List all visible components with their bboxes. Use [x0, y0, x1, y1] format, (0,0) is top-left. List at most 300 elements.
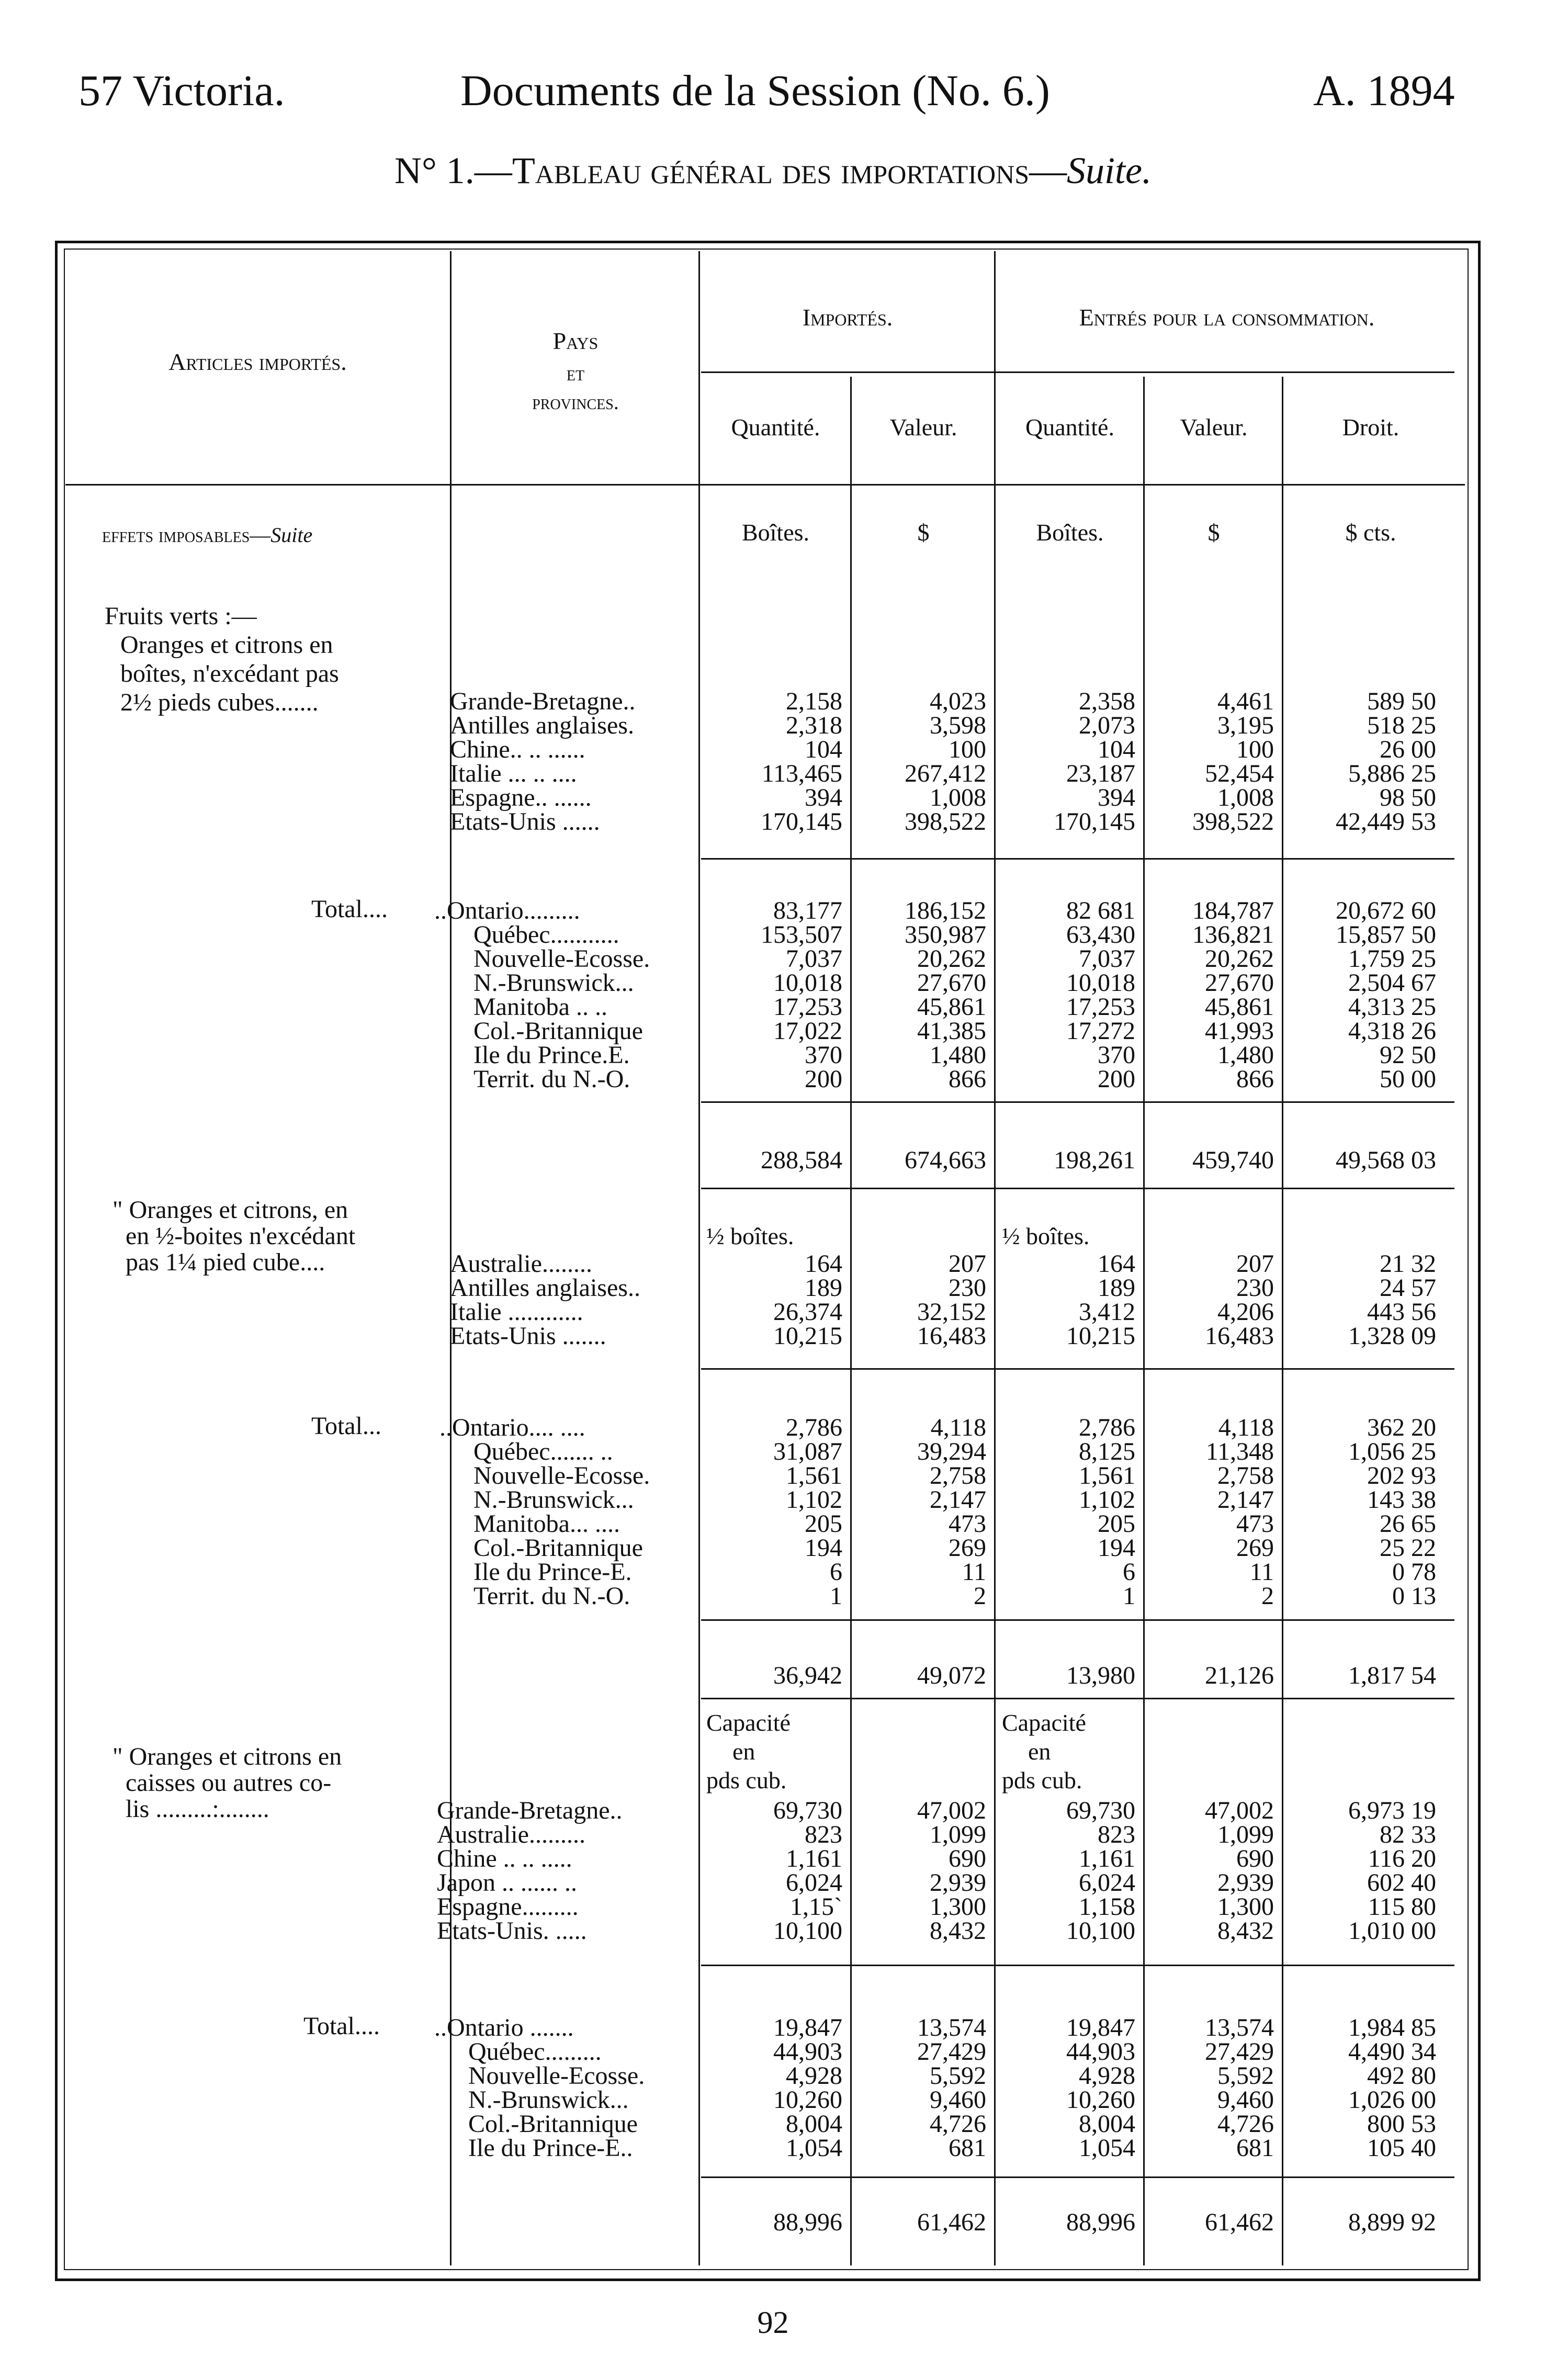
cell: 10,018 — [1066, 969, 1135, 997]
divider-pays — [698, 251, 700, 2265]
cell: 100 — [949, 736, 986, 763]
unit-importes-quantite: Boîtes. — [741, 519, 810, 546]
cell: 63,430 — [1066, 921, 1135, 949]
cell: 350,987 — [905, 921, 986, 949]
effets-imposables-label: effets imposables—Suite — [102, 523, 313, 547]
cell: 1,102 — [786, 1486, 842, 1514]
cell: 1,561 — [1079, 1462, 1135, 1490]
cell: 690 — [949, 1845, 986, 1873]
province: N.-Brunswick... — [468, 2086, 629, 2114]
cell: 2,504 67 — [1348, 969, 1436, 997]
cell: 194 — [805, 1534, 842, 1562]
cell: 26 00 — [1380, 736, 1436, 763]
divider-valeur2 — [1282, 377, 1283, 2265]
cell: 7,037 — [1079, 945, 1135, 973]
cell: 32,152 — [917, 1298, 986, 1326]
cell: 602 40 — [1367, 1869, 1436, 1897]
s2-country: Etats-Unis ....... — [450, 1322, 606, 1350]
cell: 2,318 — [786, 712, 842, 739]
cell: 1,561 — [786, 1462, 842, 1490]
unit-line: en — [1028, 1738, 1051, 1765]
cell: 10,260 — [773, 2086, 842, 2114]
cell: 4,206 — [1217, 1298, 1274, 1326]
cell: 8,432 — [1217, 1917, 1274, 1945]
cell: 370 — [805, 1041, 842, 1069]
s2-line-2: pas 1¼ pied cube.... — [126, 1248, 325, 1276]
cell: 2,073 — [1079, 712, 1135, 739]
s2-line-1: en ½-boites n'excédant — [126, 1222, 356, 1250]
cell: 473 — [949, 1510, 986, 1538]
cell: 6,973 19 — [1348, 1797, 1436, 1824]
cell: 866 — [1236, 1065, 1274, 1093]
total-cell: 88,996 — [773, 2208, 842, 2236]
col-entres: Entrés pour la consommation. — [1079, 304, 1375, 331]
cell: 116 20 — [1368, 1845, 1436, 1873]
total-cell: 61,462 — [1205, 2208, 1274, 2236]
s3-country: Australie......... — [437, 1821, 585, 1848]
cell: 2,786 — [1079, 1414, 1135, 1441]
cell: 5,592 — [1217, 2062, 1274, 2090]
unit-droit: $ cts. — [1345, 519, 1396, 546]
cell: 8,125 — [1079, 1438, 1135, 1465]
cell: 823 — [1098, 1821, 1135, 1848]
cell: 19,847 — [1066, 2014, 1135, 2041]
cell: 267,412 — [905, 760, 986, 787]
cell: 69,730 — [1066, 1797, 1135, 1824]
cell: 17,272 — [1066, 1017, 1135, 1045]
cell: 69,730 — [773, 1797, 842, 1824]
cell: 1,158 — [1079, 1893, 1135, 1921]
s1-line-2: boîtes, n'excédant pas — [120, 660, 339, 687]
cell: 207 — [949, 1250, 986, 1278]
cell: 1,054 — [786, 2134, 842, 2162]
s3-country: Chine .. .. ..... — [437, 1845, 572, 1873]
cell: 230 — [1236, 1274, 1274, 1302]
cell: 136,821 — [1192, 921, 1274, 949]
cell: 205 — [805, 1510, 842, 1538]
cell: 370 — [1098, 1041, 1135, 1069]
province: Manitoba .. .. — [473, 993, 607, 1021]
cell: 170,145 — [761, 808, 842, 836]
cell: 82 681 — [1066, 897, 1135, 924]
cell: 4,726 — [930, 2110, 986, 2138]
s3-country: Espagne......... — [437, 1893, 579, 1921]
cell: 1,010 00 — [1348, 1917, 1436, 1945]
province: Québec......... — [468, 2038, 602, 2066]
cell: 11,348 — [1205, 1438, 1274, 1465]
cell: 113,465 — [761, 760, 842, 787]
total-cell: 459,740 — [1192, 1146, 1274, 1174]
cell: 473 — [1236, 1510, 1274, 1538]
province: Manitoba... .... — [473, 1510, 620, 1538]
cell: 47,002 — [917, 1797, 986, 1824]
cell: 11 — [1249, 1558, 1274, 1586]
cell: 4,118 — [930, 1414, 986, 1441]
divider-quantite2 — [1143, 377, 1145, 2265]
cell: 98 50 — [1380, 784, 1436, 811]
cell: 6,024 — [786, 1869, 842, 1897]
cell: 5,592 — [930, 2062, 986, 2090]
total-cell: 198,261 — [1054, 1146, 1135, 1174]
cell: 27,429 — [1205, 2038, 1274, 2066]
total-cell: 61,462 — [917, 2208, 986, 2236]
cell: 20,262 — [1205, 945, 1274, 973]
col-pays-2: et — [566, 362, 585, 385]
cell: 2,158 — [786, 687, 842, 715]
cell: 492 80 — [1367, 2062, 1436, 2090]
cell: 42,449 53 — [1336, 808, 1436, 836]
unit-line: Capacité — [1002, 1709, 1086, 1736]
cell: 52,454 — [1205, 760, 1274, 787]
cell: 2,786 — [786, 1414, 842, 1441]
col-pays-3: provinces. — [532, 390, 619, 414]
total-cell: 674,663 — [905, 1146, 986, 1174]
s1-country: Chine.. .. ...... — [450, 736, 585, 763]
s1-total-label: Total.... — [311, 895, 388, 923]
s2-rule-2 — [701, 1619, 1454, 1621]
s1-line-0: Fruits verts :— — [105, 602, 257, 630]
cell: 394 — [805, 784, 842, 811]
cell: 20,672 60 — [1336, 897, 1436, 924]
cell: 92 50 — [1380, 1041, 1436, 1069]
s3-rule-2 — [701, 2176, 1454, 2178]
cell: 13,574 — [1205, 2014, 1274, 2041]
cell: 5,886 25 — [1348, 760, 1436, 787]
s1-rule-1 — [701, 858, 1454, 860]
province: Ile du Prince-E. — [473, 1558, 632, 1586]
cell: 9,460 — [1217, 2086, 1274, 2114]
cell: 398,522 — [1192, 808, 1274, 836]
col-valeur: Valeur. — [889, 414, 957, 441]
s2-unit-q: ½ boîtes. — [706, 1223, 794, 1249]
cell: 202 93 — [1367, 1462, 1436, 1490]
s1-country: Italie ... .. .... — [450, 760, 577, 787]
province: ..Ontario......... — [434, 897, 580, 924]
cell: 25 22 — [1380, 1534, 1436, 1562]
cell: 26 65 — [1380, 1510, 1436, 1538]
s1-country: Antilles anglaises. — [450, 712, 634, 739]
cell: 27,429 — [917, 2038, 986, 2066]
cell: 4,118 — [1218, 1414, 1274, 1441]
unit-line: pds cub. — [706, 1767, 787, 1794]
cell: 21 32 — [1380, 1250, 1436, 1278]
cell: 269 — [949, 1534, 986, 1562]
s3-total-label: Total.... — [303, 2012, 380, 2040]
col-pays-1: Pays — [552, 328, 599, 354]
total-cell: 8,899 92 — [1348, 2208, 1436, 2236]
s2-total-label: Total... — [311, 1412, 381, 1440]
cell: 10,215 — [1066, 1322, 1135, 1350]
cell: 2,939 — [930, 1869, 986, 1897]
cell: 4,490 34 — [1348, 2038, 1436, 2066]
total-cell: 49,072 — [917, 1662, 986, 1689]
cell: 41,993 — [1205, 1017, 1274, 1045]
province: Québec........... — [473, 921, 619, 949]
total-cell: 88,996 — [1066, 2208, 1135, 2236]
cell: 0 78 — [1392, 1558, 1436, 1586]
cell: 27,670 — [917, 969, 986, 997]
province: N.-Brunswick... — [473, 969, 634, 997]
cell: 20,262 — [917, 945, 986, 973]
cell: 2,758 — [1217, 1462, 1274, 1490]
cell: 1,102 — [1079, 1486, 1135, 1514]
header-year: A. 1894 — [1313, 66, 1455, 115]
cell: 1,099 — [930, 1821, 986, 1848]
unit-importes-valeur: $ — [917, 519, 930, 546]
s2-country: Antilles anglaises.. — [450, 1274, 640, 1302]
cell: 9,460 — [930, 2086, 986, 2114]
cell: 143 38 — [1367, 1486, 1436, 1514]
cell: 4,461 — [1217, 687, 1274, 715]
province: N.-Brunswick... — [473, 1486, 634, 1514]
page-number: 92 — [757, 2305, 789, 2340]
cell: 10,100 — [773, 1917, 842, 1945]
province: Ile du Prince-E.. — [468, 2134, 633, 2162]
cell: 269 — [1236, 1534, 1274, 1562]
cell: 2,939 — [1217, 1869, 1274, 1897]
cell: 10,260 — [1066, 2086, 1135, 2114]
header-session: 57 Victoria. — [78, 66, 285, 115]
cell: 518 25 — [1367, 712, 1436, 739]
s1-line-1: Oranges et citrons en — [120, 631, 333, 659]
cell: 45,861 — [917, 993, 986, 1021]
cell: 1,300 — [1217, 1893, 1274, 1921]
cell: 19,847 — [773, 2014, 842, 2041]
cell: 443 56 — [1367, 1298, 1436, 1326]
cell: 44,903 — [1066, 2038, 1135, 2066]
total-cell: 36,942 — [773, 1662, 842, 1689]
cell: 1,15ˋ — [790, 1893, 842, 1921]
total-cell: 49,568 03 — [1336, 1146, 1436, 1174]
cell: 8,004 — [1079, 2110, 1135, 2138]
s3-line-2: lis .........:........ — [126, 1795, 269, 1823]
cell: 1,328 09 — [1348, 1322, 1436, 1350]
province: Ile du Prince.E. — [473, 1041, 630, 1069]
col-quantite2: Quantité. — [1025, 414, 1114, 441]
cell: 27,670 — [1205, 969, 1274, 997]
cell: 2,758 — [930, 1462, 986, 1490]
province: ..Ontario ....... — [434, 2014, 574, 2041]
cell: 1,099 — [1217, 1821, 1274, 1848]
col-articles: Articles importés. — [168, 348, 347, 375]
s3-country: Etats-Unis. ..... — [437, 1917, 587, 1945]
unit-entres-valeur: $ — [1208, 519, 1220, 546]
cell: 362 20 — [1367, 1414, 1436, 1441]
cell: 4,928 — [786, 2062, 842, 2090]
cell: 23,187 — [1066, 760, 1135, 787]
cell: 10,018 — [773, 969, 842, 997]
cell: 2,358 — [1079, 687, 1135, 715]
cell: 398,522 — [905, 808, 986, 836]
province: Nouvelle-Ecosse. — [468, 2062, 645, 2090]
cell: 24 57 — [1380, 1274, 1436, 1302]
cell: 205 — [1098, 1510, 1135, 1538]
cell: 207 — [1236, 1250, 1274, 1278]
table-title-number: N° 1.— — [394, 150, 512, 191]
cell: 3,195 — [1217, 712, 1274, 739]
s3-rule-1 — [701, 1965, 1454, 1966]
header-bottom-rule — [65, 484, 1465, 486]
cell: 44,903 — [773, 2038, 842, 2066]
cell: 1,759 25 — [1348, 945, 1436, 973]
unit-line: Capacité — [706, 1709, 791, 1736]
cell: 394 — [1098, 784, 1135, 811]
cell: 100 — [1236, 736, 1274, 763]
cell: 105 40 — [1367, 2134, 1436, 2162]
cell: 1,300 — [930, 1893, 986, 1921]
cell: 690 — [1236, 1845, 1274, 1873]
cell: 83,177 — [773, 897, 842, 924]
cell: 3,598 — [930, 712, 986, 739]
header-document-title: Documents de la Session (No. 6.) — [460, 66, 1050, 115]
cell: 2 — [974, 1582, 986, 1610]
province: Col.-Britannique — [473, 1534, 643, 1562]
cell: 17,253 — [773, 993, 842, 1021]
cell: 6 — [1123, 1558, 1135, 1586]
cell: 4,313 25 — [1348, 993, 1436, 1021]
cell: 1 — [1123, 1582, 1135, 1610]
cell: 6 — [830, 1558, 842, 1586]
cell: 800 53 — [1367, 2110, 1436, 2138]
cell: 1,056 25 — [1348, 1438, 1436, 1465]
cell: 47,002 — [1205, 1797, 1274, 1824]
cell: 200 — [1098, 1065, 1135, 1093]
cell: 1,054 — [1079, 2134, 1135, 2162]
cell: 15,857 50 — [1336, 921, 1436, 949]
cell: 153,507 — [761, 921, 842, 949]
total-cell: 21,126 — [1205, 1662, 1274, 1689]
header-subrule — [701, 371, 1454, 373]
cell: 186,152 — [905, 897, 986, 924]
cell: 164 — [1098, 1250, 1135, 1278]
cell: 104 — [1098, 736, 1135, 763]
cell: 6,024 — [1079, 1869, 1135, 1897]
unit-line: pds cub. — [1002, 1767, 1082, 1794]
cell: 189 — [1098, 1274, 1135, 1302]
cell: 50 00 — [1380, 1065, 1436, 1093]
cell: 164 — [805, 1250, 842, 1278]
cell: 170,145 — [1054, 808, 1135, 836]
s3-country: Japon .. ...... .. — [437, 1869, 577, 1897]
divider-entres — [994, 251, 996, 2265]
cell: 13,574 — [917, 2014, 986, 2041]
s1-country: Espagne.. ...... — [450, 784, 592, 811]
cell: 1,008 — [1217, 784, 1274, 811]
cell: 4,928 — [1079, 2062, 1135, 2090]
province: Nouvelle-Ecosse. — [473, 945, 650, 973]
s3-line-1: caisses ou autres co- — [126, 1769, 332, 1797]
cell: 230 — [949, 1274, 986, 1302]
unit-entres-quantite: Boîtes. — [1036, 519, 1104, 546]
total-cell: 288,584 — [761, 1146, 842, 1174]
cell: 3,412 — [1079, 1298, 1135, 1326]
cell: 11 — [962, 1558, 986, 1586]
cell: 4,726 — [1217, 2110, 1274, 2138]
cell: 104 — [805, 736, 842, 763]
cell: 2,147 — [930, 1486, 986, 1514]
cell: 41,385 — [917, 1017, 986, 1045]
cell: 189 — [805, 1274, 842, 1302]
s2-line-0: " Oranges et citrons, en — [112, 1196, 348, 1224]
s3-line-0: " Oranges et citrons en — [112, 1743, 342, 1770]
col-importes: Importés. — [802, 304, 893, 331]
cell: 1,984 85 — [1348, 2014, 1436, 2041]
s2-rule-1 — [701, 1368, 1454, 1370]
cell: 194 — [1098, 1534, 1135, 1562]
cell: 82 33 — [1380, 1821, 1436, 1848]
province: Territ. du N.-O. — [473, 1582, 630, 1610]
cell: 115 80 — [1368, 1893, 1436, 1921]
cell: 681 — [1236, 2134, 1274, 2162]
total-cell: 13,980 — [1066, 1662, 1135, 1689]
cell: 4,023 — [930, 687, 986, 715]
s2-rule-3 — [701, 1698, 1454, 1699]
cell: 8,432 — [930, 1917, 986, 1945]
cell: 10,100 — [1066, 1917, 1135, 1945]
cell: 1,026 00 — [1348, 2086, 1436, 2114]
cell: 4,318 26 — [1348, 1017, 1436, 1045]
cell: 681 — [949, 2134, 986, 2162]
cell: 866 — [949, 1065, 986, 1093]
cell: 1,161 — [1079, 1845, 1135, 1873]
cell: 16,483 — [1205, 1322, 1274, 1350]
province: Nouvelle-Ecosse. — [473, 1462, 650, 1490]
s3-country: Grande-Bretagne.. — [437, 1797, 623, 1824]
cell: 1,008 — [930, 784, 986, 811]
s2-country: Italie ............ — [450, 1298, 583, 1326]
table-title — [0, 149, 1546, 193]
s2-unit-q2: ½ boîtes. — [1002, 1223, 1090, 1249]
unit-line: en — [732, 1738, 755, 1765]
cell: 45,861 — [1205, 993, 1274, 1021]
cell: 17,022 — [773, 1017, 842, 1045]
cell: 17,253 — [1066, 993, 1135, 1021]
s1-country: Grande-Bretagne.. — [450, 687, 636, 715]
s1-rule-3 — [701, 1188, 1454, 1189]
cell: 823 — [805, 1821, 842, 1848]
table-title-main: Tableau général des importations— — [512, 150, 1067, 191]
s2-country: Australie........ — [450, 1250, 592, 1278]
cell: 2,147 — [1217, 1486, 1274, 1514]
col-quantite: Quantité. — [731, 414, 820, 441]
province: Territ. du N.-O. — [473, 1065, 630, 1093]
province: Québec....... .. — [473, 1438, 613, 1465]
province: ..Ontario.... .... — [439, 1414, 585, 1441]
cell: 0 13 — [1392, 1582, 1436, 1610]
divider-importes — [850, 377, 852, 2265]
total-cell: 1,817 54 — [1348, 1662, 1436, 1689]
province: Col.-Britannique — [473, 1017, 643, 1045]
cell: 39,294 — [917, 1438, 986, 1465]
s1-country: Etats-Unis ...... — [450, 808, 600, 836]
cell: 16,483 — [917, 1322, 986, 1350]
cell: 2 — [1261, 1582, 1274, 1610]
cell: 31,087 — [773, 1438, 842, 1465]
cell: 184,787 — [1192, 897, 1274, 924]
cell: 1,480 — [930, 1041, 986, 1069]
cell: 200 — [805, 1065, 842, 1093]
cell: 7,037 — [786, 945, 842, 973]
cell: 589 50 — [1367, 687, 1436, 715]
col-valeur2: Valeur. — [1180, 414, 1248, 441]
cell: 1,480 — [1217, 1041, 1274, 1069]
table-title-suffix: Suite. — [1067, 150, 1152, 191]
cell: 1 — [830, 1582, 842, 1610]
col-droit: Droit. — [1342, 414, 1400, 441]
cell: 1,161 — [786, 1845, 842, 1873]
s1-rule-2 — [701, 1101, 1454, 1103]
cell: 8,004 — [786, 2110, 842, 2138]
